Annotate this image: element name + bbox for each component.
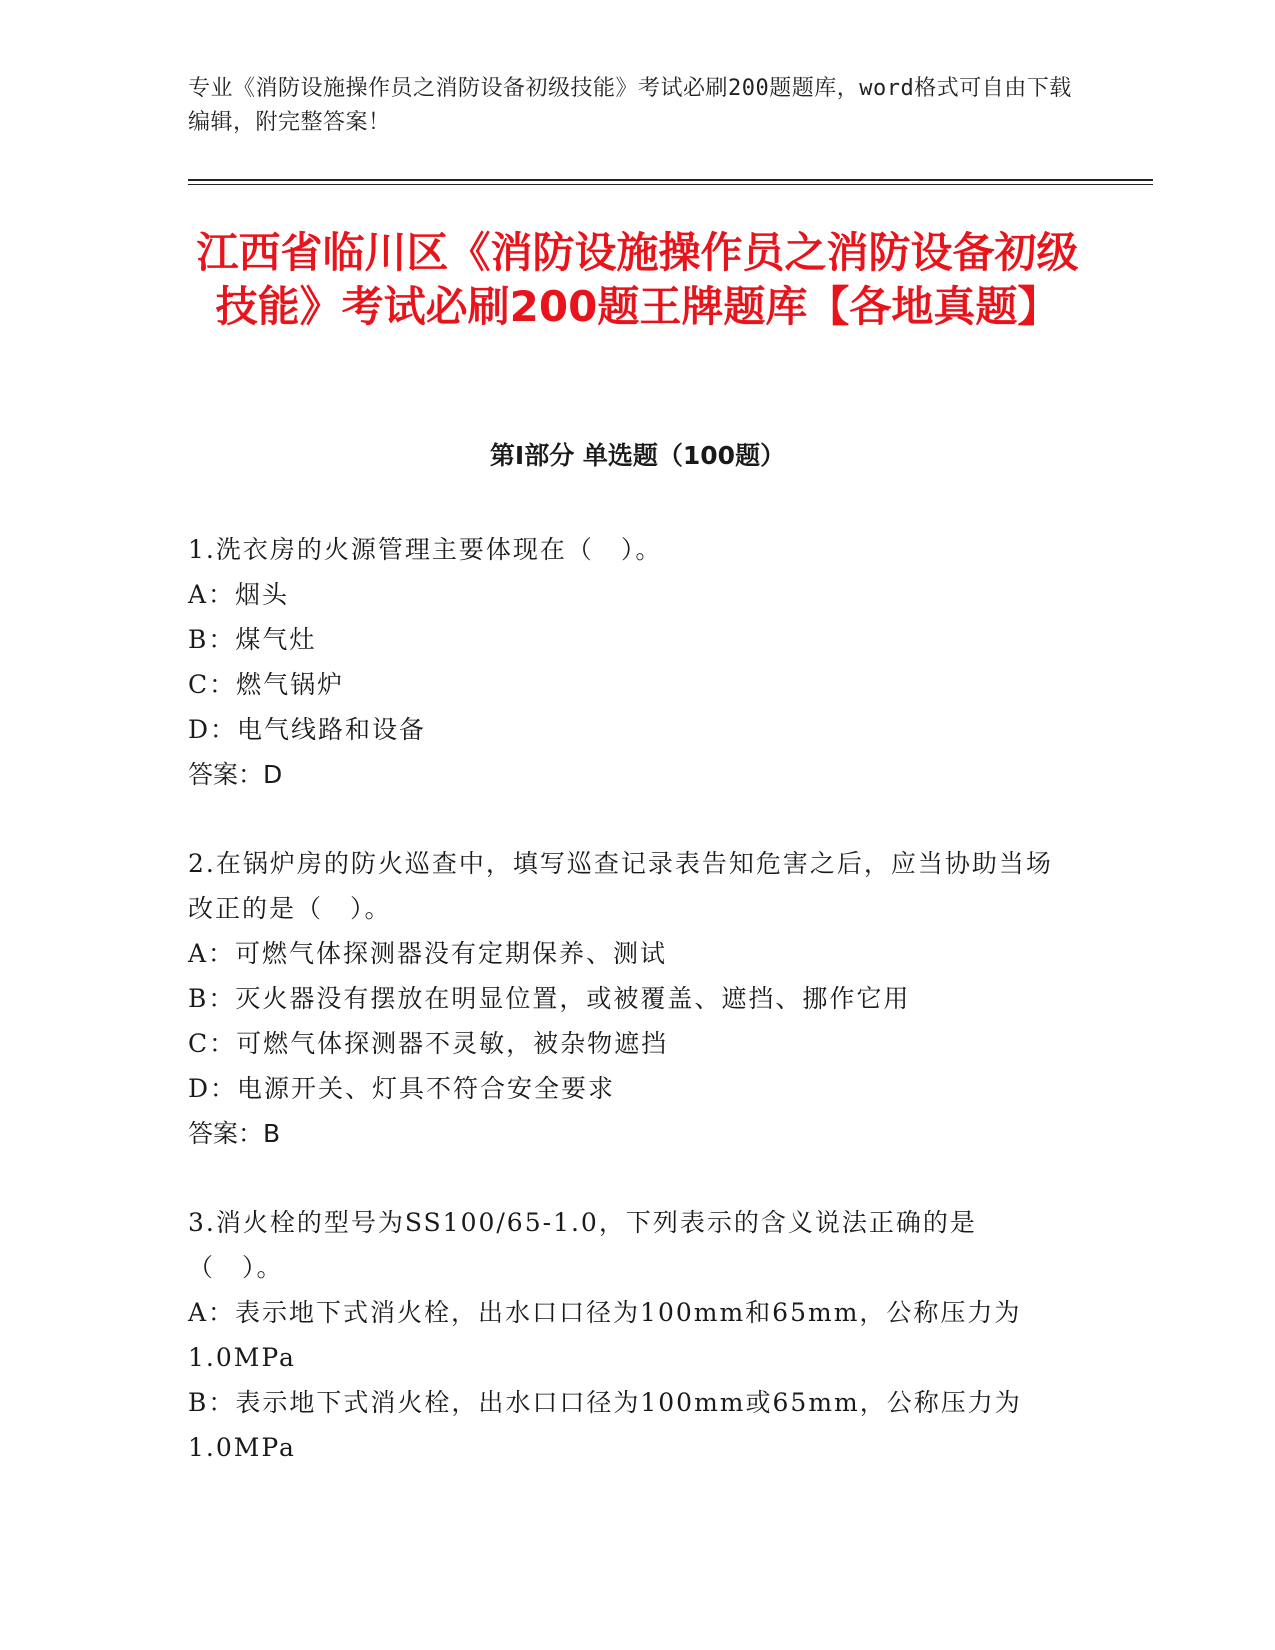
option-d: D：电气线路和设备 xyxy=(188,715,427,744)
answer-line: 答案：D xyxy=(188,760,283,789)
section-heading: 第Ⅰ部分 单选题（100题） xyxy=(489,441,786,470)
option-c: C：可燃气体探测器不灵敏，被杂物遮挡 xyxy=(188,1029,669,1058)
option-a: A：烟头 xyxy=(188,580,290,609)
question-item xyxy=(188,1200,1068,1470)
option-b: B：表示地下式消火栓，出水口口径为100mm或65mm，公称压力为1.0MPa xyxy=(188,1388,1022,1462)
option-d: D：电源开关、灯具不符合安全要求 xyxy=(188,1074,616,1103)
document-title: 江西省临川区《消防设施操作员之消防设备初级技能》考试必刷200题王牌题库【各地真题】 xyxy=(196,228,1079,331)
option-a: A：可燃气体探测器没有定期保养、测试 xyxy=(188,939,668,968)
option-b: B：煤气灶 xyxy=(188,625,317,654)
question-item xyxy=(188,841,1068,1156)
option-b: B：灭火器没有摆放在明显位置，或被覆盖、遮挡、挪作它用 xyxy=(188,984,911,1013)
header-note: 专业《消防设施操作员之消防设备初级技能》考试必刷200题题库，word格式可自由下载编辑，附完整答案！ xyxy=(188,76,1072,135)
option-c: C：燃气锅炉 xyxy=(188,670,345,699)
header-divider-thick xyxy=(188,179,1153,181)
question-item xyxy=(188,527,1068,797)
question-stem: 2.在锅炉房的防火巡查中，填写巡查记录表告知危害之后，应当协助当场改正的是（ ）。 xyxy=(188,849,1053,923)
header-divider-thin xyxy=(188,184,1153,185)
question-stem: 3.消火栓的型号为SS100/65-1.0，下列表示的含义说法正确的是（ ）。 xyxy=(188,1208,977,1282)
question-stem: 1.洗衣房的火源管理主要体现在（ ）。 xyxy=(188,535,663,564)
question-list xyxy=(188,527,1068,1514)
answer-line: 答案：B xyxy=(188,1119,281,1148)
option-a: A：表示地下式消火栓，出水口口径为100mm和65mm，公称压力为1.0MPa xyxy=(188,1298,1022,1372)
